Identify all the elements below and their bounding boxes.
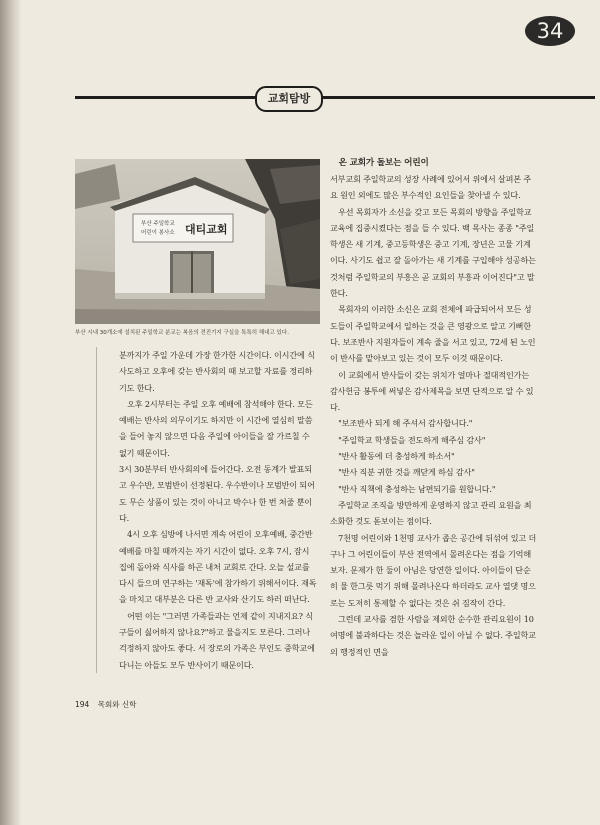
right-quote: "주일학교 학생들을 전도하게 해주심 감사": [338, 434, 486, 445]
footer-magazine-title: 목회와 신학: [97, 700, 137, 709]
photo-sign-name: 대티교회: [185, 223, 228, 236]
binding-shadow: [0, 0, 22, 825]
right-quote: "반사 활동에 더 충성하게 하소서": [338, 451, 455, 462]
right-paragraph: 이 교회에서 반사들이 갖는 위치가 얼마나 절대적인가는 감사헌금 봉투에 써넣은 감사제목을 보면 단적으로 알 수 있다.: [330, 369, 534, 413]
right-quote: "반사 직책에 충성하는 남편되기를 원합니다.": [338, 483, 496, 494]
photo-caption: 부산 시내 30개소에 설치된 주일학교 분교는 복음의 전진기지 구실을 톡톡히 해내고 있다.: [75, 330, 289, 336]
footer-page-number: 194: [75, 700, 90, 709]
left-paragraph: 오후 2시부터는 주일 오후 예배에 참석해야 한다. 모든 예배는 반사의 의무이기도 하지만 이 시간에 열심히 말씀을 들어 놓지 않으면 다음 주일에 아이들을 잘 가르칠 수 없기 때문이다.: [119, 398, 313, 458]
right-paragraph: 서부교회 주일학교의 성장 사례에 있어서 위에서 살펴본 주요 원인 외에도 많은 부수적인 요인들을 찾아낼 수 있다.: [330, 174, 532, 201]
right-paragraph: 그런데 교사를 겸한 사람을 제외한 순수한 관리요원이 10여명에 불과하다는 것은 놀라운 일이 아닐 수 없다. 주일학교의 행정적인 면을: [330, 614, 536, 657]
page-footer: [75, 699, 142, 710]
right-paragraph: 주일학교 조직을 방만하게 운영하지 않고 관리 요원을 최소화한 것도 돋보이는 점이다.: [330, 499, 532, 527]
left-paragraph: 4시 오후 심방에 나서면 계속 어린이 오후예배, 중간반 예배를 마칠 때까지는 자기 시간이 없다. 오후 7시, 잠시 집에 돌아와 식사를 하곤 내처 교회로 간다. 오늘 설교를 다시 들으며 연구하는 '재독'에 참가하기 위해서이다. 재독을 마치고 대부분은 다른 반 교사와 산기도 하러 떠난다.: [119, 529, 317, 605]
right-quote: "반사 직분 귀한 것을 깨닫게 하심 감사": [338, 467, 475, 478]
header-rule: [75, 96, 595, 99]
right-quote: "보조반사 되게 해 주셔서 감사합니다.": [338, 418, 473, 429]
photo-sign-line2: 어린이 봉사소: [141, 230, 175, 236]
right-subheading: 온 교회가 돌보는 어린이: [338, 158, 429, 168]
church-photo: [75, 159, 320, 324]
left-paragraph: 3시 30분부터 반사회의에 들어간다. 오전 동계가 발표되고 우수반, 모범반이 선정된다. 우수반이나 모범반이 되어도 무슨 상품이 있는 것이 아니고 박수나 한 번 쳐줄 뿐이다.: [119, 464, 315, 523]
page-number-badge: 34: [525, 16, 575, 46]
left-paragraph: 어떤 이는 "그러면 가족들과는 언제 같이 지내지요? 식구들이 싫어하지 않나요?"하고 물을지도 모른다. 그러나 걱정하지 않아도 좋다. 서 장로의 가족은 부인도 중학교에 다니는 아들도 모두 반사이기 때문이다.: [119, 610, 315, 670]
left-paragraph: 분까지가 주일 가운데 가장 한가한 시간이다. 이시간에 식사도하고 오후에 갖는 반사회의 때 보고할 자료를 정리하기도 한다.: [119, 350, 315, 393]
section-label: 교회탐방: [255, 86, 323, 112]
right-paragraph: 우선 목회자가 소신을 갖고 모든 목회의 방향을 주일학교 교육에 집중시켰다는 점을 들 수 있다. 백 목사는 종종 "주일학생은 새 기계, 중고등학생은 중고 기계, 장년은 고물 기계이다. 사기도 쉽고 잘 돌아가는 새 기계를 구입해야 성공하는 것처럼 주일학교의 부흥은 곧 교회의 부흥과 이어진다"고 말한다.: [330, 206, 536, 299]
right-paragraph: 목회자의 이러한 소신은 교회 전체에 파급되어서 모든 성도들이 주일학교에서 일하는 것을 큰 영광으로 알고 기뻐한다. 보조반사 지원자들이 계속 줄을 서고 있고, 72세 된 노인이 반사를 맡아보고 있는 것이 모두 이것 때문이다.: [330, 304, 536, 364]
right-column: [330, 155, 538, 660]
left-column: [96, 347, 319, 673]
photo-sign-line1: 부산 주일학교: [141, 221, 175, 227]
right-paragraph: 7천명 어린이와 1천명 교사가 좁은 공간에 뒤섞여 있고 더구나 그 어린이들이 부산 전역에서 몰려온다는 점을 기억해 보자. 문제가 한 둘이 아님은 당연한 일이다. 아이들이 단순히 물 한그릇 먹기 위해 몰려나온다 하더라도 교사 열댓 명으로는 도저히 통제할 수 없다는 것은 쉬 짐작이 간다.: [330, 532, 537, 608]
church-photo-illustration: [75, 159, 320, 324]
